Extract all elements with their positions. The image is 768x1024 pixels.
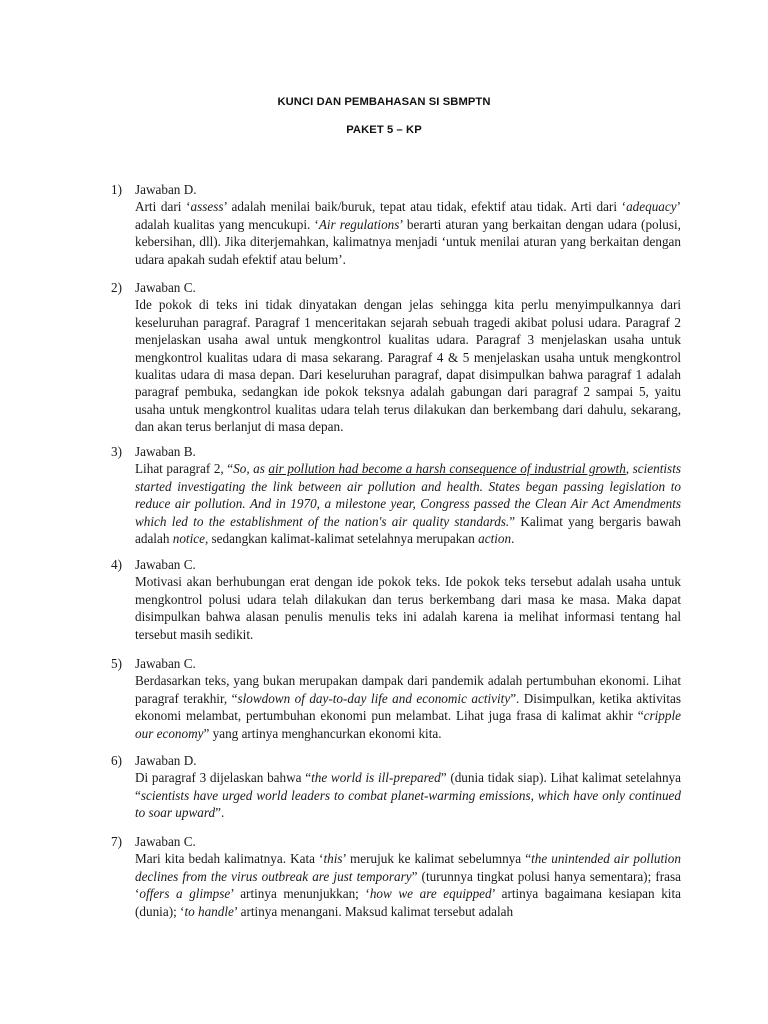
item-number: 3) [111, 444, 122, 459]
explanation: Mari kita bedah kalimatnya. Kata ‘this’ merujuk ke kalimat sebelumnya “the unintended air pollution declines from the virus outbreak are just temporary” (turunnya tingkat polusi hanya sementara); frasa ‘offers a glimpse’ artinya menunjukkan; ‘how we are equipped’ artinya bagaimana kesiapan kita (dunia); ‘to handle’ artinya menangani. Maksud kalimat tersebut adalah [135, 851, 681, 919]
explanation: Motivasi akan berhubungan erat dengan ide pokok teks. Ide pokok teks tersebut adalah usaha untuk mengkontrol polusi udara telah dilakukan dan terus berkembang dari masa ke masa. Maka dapat disimpulkan bahwa alasan penulis menulis teks ini adalah karena ia melihat informasi tentang hal tersebut masih sedikit. [135, 574, 681, 642]
answer-item-7 [111, 833, 681, 920]
answer-item-4 [111, 556, 681, 643]
document-title: KUNCI DAN PEMBAHASAN SI SBMPTN [277, 96, 491, 108]
item-number: 6) [111, 753, 122, 768]
answer-label: Jawaban C. [135, 557, 196, 572]
answer-label: Jawaban D. [135, 753, 197, 768]
explanation: Arti dari ‘assess’ adalah menilai baik/buruk, tepat atau tidak, efektif atau tidak. Arti dari ‘adequacy’ adalah kualitas yang mencukupi. ‘Air regulations’ berarti aturan yang berkaitan dengan udara (polusi, kebersihan, dll). Jika diterjemahkan, kalimatnya menjadi ‘untuk menilai aturan yang berkaitan dengan udara apakah sudah efektif atau belum’. [135, 199, 681, 267]
explanation: Lihat paragraf 2, “So, as air pollution had become a harsh consequence of industrial growth, scientists started investigating the link between air pollution and health. States began passing legislation to reduce air pollution. And in 1970, a milestone year, Congress passed the Clean Air Act Amendments which led to the establishment of the nation's air quality standards.” Kalimat yang bergaris bawah adalah notice, sedangkan kalimat-kalimat setelahnya merupakan action. [135, 461, 681, 547]
explanation: Ide pokok di teks ini tidak dinyatakan dengan jelas sehingga kita perlu menyimpulkannya dari keseluruhan paragraf. Paragraf 1 menceritakan sejarah sebuah tragedi akibat polusi udara. Paragraf 2 menjelaskan usaha awal untuk mengkontrol kualitas udara. Paragraf 3 menjelaskan usaha untuk mengkontrol kualitas udara di masa sekarang. Paragraf 4 & 5 menjelaskan usaha untuk mengkontrol kualitas udara di masa depan. Dari keseluruhan paragraf, dapat disimpulkan bahwa paragraf 1 adalah paragraf pembuka, sedangkan ide pokok teksnya adalah gabungan dari paragraf 2 sampai 5, yaitu usaha untuk mengkontrol kualitas udara telah terus dilakukan dan berkembang dari dahulu, sekarang, dan akan terus berlanjut di masa depan. [135, 297, 681, 435]
answer-item-3 [111, 443, 681, 547]
explanation: Di paragraf 3 dijelaskan bahwa “the world is ill-prepared” (dunia tidak siap). Lihat kalimat setelahnya “scientists have urged world leaders to combat planet-warming emissions, which have only continued to soar upward”. [135, 770, 681, 821]
answer-label: Jawaban C. [135, 280, 196, 295]
answer-item-5 [111, 655, 681, 742]
answer-label: Jawaban B. [135, 444, 196, 459]
answer-item-2 [111, 279, 681, 436]
item-number: 7) [111, 834, 122, 849]
answer-label: Jawaban D. [135, 182, 197, 197]
item-number: 4) [111, 557, 122, 572]
answer-item-6 [111, 752, 681, 822]
document-subtitle: PAKET 5 – KP [346, 124, 422, 136]
answer-label: Jawaban C. [135, 656, 196, 671]
item-number: 2) [111, 280, 122, 295]
answer-label: Jawaban C. [135, 834, 196, 849]
explanation: Berdasarkan teks, yang bukan merupakan dampak dari pandemik adalah pertumbuhan ekonomi. Lihat paragraf terakhir, “slowdown of day-to-day life and economic activity”. Disimpulkan, ketika aktivitas ekonomi melambat, pertumbuhan ekonomi pun melambat. Lihat juga frasa di kalimat akhir “cripple our economy” yang artinya menghancurkan ekonomi kita. [135, 673, 681, 741]
item-number: 1) [111, 182, 122, 197]
answer-item-1 [111, 181, 681, 268]
item-number: 5) [111, 656, 122, 671]
